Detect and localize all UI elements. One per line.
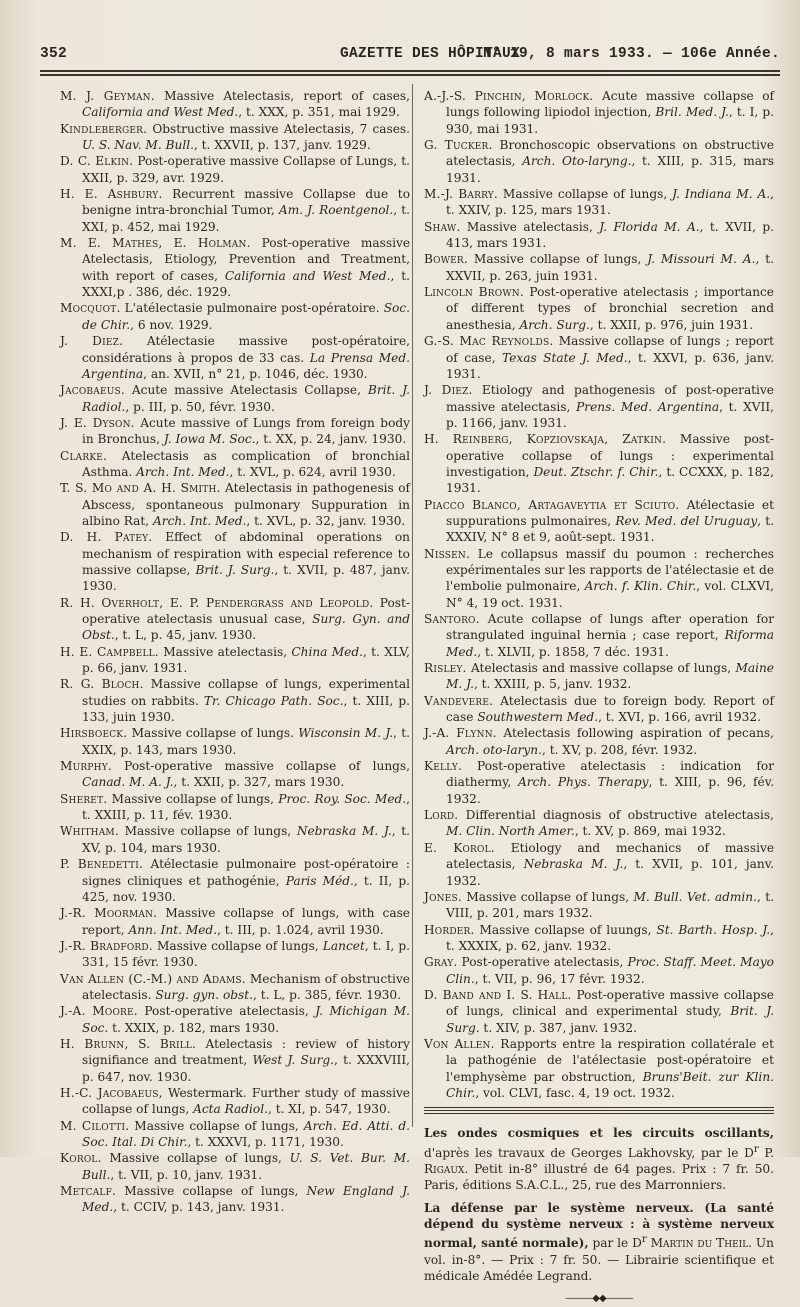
- reference-author: P. Benedetti.: [60, 857, 144, 872]
- reference-entry: [424, 219, 774, 252]
- reference-author: R. H. Overholt, E. P. Pendergrass and Leopold.: [60, 595, 374, 610]
- reference-title: Massive collapse of lungs, experimental studies on rabbits.: [82, 677, 410, 708]
- reference-title: Atelectasis and massive collapse of lungs,: [466, 661, 736, 676]
- reference-entry: [60, 1183, 410, 1216]
- reference-author: H.-C. Jacobaeus,: [60, 1085, 163, 1100]
- left-column: [60, 88, 410, 1216]
- reference-author: Korol.: [60, 1151, 102, 1166]
- reference-title: Atelectasis following aspiration of pecans,: [496, 726, 774, 741]
- reference-journal: Arch. Int. Med.: [153, 513, 247, 528]
- header-rule-bottom: [40, 74, 780, 76]
- reference-title: Atelectasis due to foreign body. Report of case: [446, 693, 774, 725]
- reference-title: Acute collapse of lungs after operation for strangulated inguinal hernia ; case report,: [446, 612, 774, 643]
- reference-journal: California and West Med.: [224, 268, 391, 283]
- reference-details: t. XXIX, p. 182, mars 1930.: [108, 1020, 279, 1035]
- book-title: La défense par le système nerveux. (La santé dépend du système nerveux : à système nerveux normal, santé normale),: [424, 1200, 774, 1251]
- reference-details: , p. III, p. 50, févr. 1930.: [125, 399, 275, 414]
- reference-author: Shaw.: [424, 219, 461, 234]
- reference-title: Massive collapse of lungs.: [127, 726, 299, 741]
- reference-author: M.-J. Barry.: [424, 187, 498, 202]
- reference-details: , t. XXXIV, N° 8 et 9, août-sept. 1931.: [446, 513, 774, 545]
- reference-entry: [60, 448, 410, 481]
- reference-journal: M. Bull. Vet. admin.: [633, 889, 757, 904]
- reference-entry: [60, 791, 410, 824]
- reference-journal: Canad. M. A. J.: [82, 775, 174, 790]
- reference-title: Post-operative massive collapse of lungs, clinical and experimental study,: [446, 987, 774, 1019]
- reference-journal: Brit. J. Surg.: [195, 562, 275, 577]
- reference-author: Vandevere.: [424, 693, 494, 708]
- reference-details: , t. I, p. 331, 15 févr. 1930.: [82, 938, 410, 970]
- reference-details: t. XIV, p. 387, janv. 1932.: [479, 1020, 637, 1035]
- reference-entry: [424, 889, 774, 922]
- reference-details: , t. XV, p. 208, févr. 1932.: [541, 742, 698, 757]
- reference-details: , t. XLVII, p. 1858, 7 déc. 1931.: [477, 644, 669, 659]
- reference-title: Acute massive Atelectasis Collapse,: [124, 383, 368, 398]
- reference-journal: Lancet: [322, 938, 365, 953]
- reference-details: , t. VIII, p. 201, mars 1932.: [446, 889, 774, 921]
- reference-details: , t. XXIII, p. 5, janv. 1932.: [473, 677, 632, 692]
- reference-journal: M. Clin. North Amer.: [446, 824, 575, 839]
- reference-author: Nissen.: [424, 546, 471, 561]
- reference-author: Horder.: [424, 922, 475, 937]
- reference-author: Santoro.: [424, 612, 480, 626]
- reference-title: Post-operative atelectasis,: [137, 1004, 316, 1019]
- reference-author: H. E. Ashbury.: [60, 187, 163, 202]
- reference-title: Post-operative massive collapse of lungs,: [111, 759, 410, 774]
- book-author: Martin du Theil.: [646, 1236, 753, 1251]
- reference-journal: California and West Med.: [82, 105, 239, 120]
- reference-details: , t. CCXXX, p. 182, 1931.: [446, 464, 774, 496]
- reference-entry: [424, 284, 774, 333]
- reference-author: R. G. Bloch.: [60, 677, 144, 692]
- reference-entry: [60, 121, 410, 154]
- reference-details: , t. XXVI, p. 636, janv. 1931.: [446, 350, 774, 381]
- reference-title: Massive collapse of luungs,: [474, 922, 657, 937]
- reference-entry: [60, 938, 410, 971]
- reference-author: Lord.: [424, 808, 459, 823]
- reference-author: Sheret.: [60, 791, 108, 806]
- reference-title: Atelectasis as complication of bronchial Asthma.: [82, 448, 410, 479]
- reference-entry: [424, 807, 774, 840]
- reference-title: Massive collapse of lungs,: [498, 187, 673, 202]
- reference-title: Massive collapse of lungs,: [107, 791, 279, 806]
- reference-journal: Am. J. Roentgenol.: [278, 203, 394, 218]
- reference-title: Post-operative massive Atelectasis, Etiology, Prevention and Treatment, with report of cases,: [82, 236, 410, 283]
- reference-entry: [424, 333, 774, 382]
- book-title-suffix: r: [641, 1234, 647, 1246]
- reference-title: Acute massive collapse of lungs following lipiodol injection,: [446, 89, 774, 120]
- reference-details: , t. XVI, p. 166, avril 1932.: [598, 710, 761, 725]
- reference-journal: Surg. Gyn. and Obst.: [82, 612, 410, 643]
- reference-entry: [424, 725, 774, 758]
- reference-entry: [60, 186, 410, 235]
- reference-details: , t. XVII, p. 487, janv. 1930.: [82, 562, 411, 594]
- reference-journal: Bruns'Beit. zur Klin. Chir.: [446, 1069, 774, 1100]
- reference-details: , t. VII, p. 10, janv. 1931.: [110, 1167, 263, 1182]
- reference-author: Jacobaeus.: [60, 383, 125, 398]
- section-double-rule: [424, 1110, 774, 1114]
- reference-details: , t. XXVII, p. 137, janv. 1929.: [193, 138, 371, 153]
- reference-details: , t. XXX, p. 351, mai 1929.: [238, 105, 400, 120]
- reference-entry: [60, 382, 410, 415]
- reference-details: , t. XXI, p. 452, mai 1929.: [82, 203, 410, 234]
- book-title-suffix: r: [753, 1143, 759, 1155]
- reference-details: , t. XXVII, p. 263, juin 1931.: [446, 252, 774, 283]
- reference-entry: [60, 725, 410, 758]
- reference-entry: [60, 1003, 410, 1036]
- reference-title: Atélectasie et suppurations pulmonaires,: [446, 497, 774, 528]
- reference-author: M. Cilotti.: [60, 1118, 130, 1133]
- reference-entry: [60, 480, 410, 529]
- reference-title: Massive collapse of lungs,: [467, 252, 648, 267]
- reference-details: , t. XXIX, p. 143, mars 1930.: [82, 726, 410, 757]
- reference-author: H. Brunn, S. Brill.: [60, 1036, 197, 1051]
- reference-title: Atélectasie massive post-opératoire, considérations à propos de 33 cas.: [82, 334, 410, 365]
- reference-entry: [424, 611, 774, 660]
- reference-journal: Arch. f. Klin. Chir.: [584, 579, 697, 594]
- reference-entry: [424, 840, 774, 889]
- reference-title: Massive collapse of lungs,: [116, 1184, 307, 1199]
- reference-journal: Arch. Oto-laryng.: [522, 154, 632, 169]
- reference-entry: [60, 823, 410, 856]
- page-number: 352: [40, 46, 68, 62]
- reference-details: , 6 nov. 1929.: [130, 317, 213, 332]
- reference-author: D. H. Patey.: [60, 530, 153, 545]
- reference-journal: Nebraska M. J.: [296, 824, 392, 839]
- reference-details: , t. XVL, p. 32, janv. 1930.: [246, 513, 406, 528]
- reference-journal: Paris Méd.: [285, 873, 354, 888]
- reference-title: Effect of abdominal operations on mechanism of respiration with especial reference to massive collapse,: [82, 530, 410, 577]
- reference-journal: Brit. J. Radiol.: [82, 383, 410, 414]
- reference-entry: [60, 1118, 410, 1151]
- reference-entry: [424, 546, 774, 611]
- reference-entry: [424, 497, 774, 546]
- reference-entry: [424, 186, 774, 219]
- reference-details: , t. CCIV, p. 143, janv. 1931.: [113, 1200, 285, 1215]
- reference-journal: Surg. gyn. obst.: [155, 987, 254, 1002]
- reference-author: T. S. Mo and A. H. Smith.: [60, 481, 221, 496]
- reference-title: Massive atelectasis,: [158, 644, 292, 659]
- reference-entry: [60, 1036, 410, 1085]
- reference-details: , t. XLV, p. 66, janv. 1931.: [82, 644, 410, 676]
- reference-entry: [60, 300, 410, 333]
- book-notice: [424, 1125, 774, 1193]
- reference-title: Post-operative atelectasis : indication for diathermy,: [446, 759, 774, 790]
- reference-journal: Prens. Med. Argentina: [576, 399, 720, 414]
- reference-author: Gray.: [424, 955, 458, 970]
- reference-journal: Texas State J. Med.: [502, 350, 628, 365]
- reference-title: Massive collapse of lungs,: [461, 889, 634, 904]
- reference-journal: Brit. J. Surg.: [446, 1004, 774, 1035]
- reference-journal: Arch. Surg.: [519, 317, 590, 332]
- reference-journal: Proc. Roy. Soc. Med.: [278, 791, 407, 806]
- reference-author: Metcalf.: [60, 1184, 117, 1199]
- reference-title: Acute massive of Lungs from foreign body in Bronchus,: [82, 415, 411, 447]
- reference-details: , vol. CLVI, fasc. 4, 19 oct. 1932.: [475, 1085, 675, 1100]
- reference-author: Risley.: [424, 661, 467, 676]
- reference-entry: [60, 415, 410, 448]
- reference-author: G. Tucker.: [424, 138, 493, 153]
- reference-details: , t. XVII, p. 1166, janv. 1931.: [446, 399, 774, 430]
- reference-details: , t. I, p. 930, mai 1931.: [446, 105, 774, 136]
- section-rule: [424, 1107, 774, 1108]
- reference-journal: Tr. Chicago Path. Soc.: [203, 693, 344, 708]
- reference-journal: St. Barth. Hosp. J.: [656, 922, 771, 937]
- reference-entry: [60, 153, 410, 186]
- reference-author: Hirsboeck.: [60, 726, 128, 741]
- reference-entry: [60, 88, 410, 121]
- reference-author: H. E. Campbell.: [60, 644, 159, 659]
- reference-title: Massive collapse of lungs,: [118, 824, 297, 839]
- reference-details: , t. XV, p. 869, mai 1932.: [574, 824, 726, 839]
- reference-entry: [60, 1150, 410, 1183]
- book-by: d'après les travaux de Georges Lakhovsky, par le D: [424, 1145, 754, 1160]
- reference-author: Kindleberger.: [60, 121, 148, 136]
- reference-entry: [424, 693, 774, 726]
- reference-journal: Proc. Staff. Meet. Mayo Clin.: [446, 955, 774, 986]
- reference-journal: Rev. Med. del Uruguay: [615, 513, 758, 528]
- reference-title: Rapports entre la respiration collatérale et la pathogénie de l'atélectasie post-opératoire et l'emphysème par obstruction,: [446, 1036, 774, 1084]
- reference-journal: West J. Surg.: [252, 1053, 335, 1068]
- reference-journal: J. Michigan M. Soc.: [82, 1004, 411, 1035]
- reference-author: J.-R. Moorman.: [60, 906, 158, 921]
- reference-author: A.-J.-S. Pinchin, Morlock.: [424, 89, 594, 103]
- reference-entry: [424, 382, 774, 431]
- reference-title: Mechanism of obstructive atelectasis.: [82, 971, 410, 1002]
- reference-title: Atélectasie pulmonaire post-opératoire : signes cliniques et pathogénie,: [82, 857, 410, 888]
- reference-entry: [60, 971, 410, 1004]
- reference-journal: Riforma Med.: [446, 628, 774, 659]
- reference-journal: U. S. Nav. M. Bull.: [82, 138, 194, 153]
- reference-journal: Arch. oto-laryn.: [446, 742, 542, 757]
- reference-details: , t. II, p. 425, nov. 1930.: [82, 873, 410, 904]
- reference-title: Post-operative atelectasis ; importance of different types of bronchial secretion and anesthesia,: [446, 285, 774, 332]
- reference-title: Post-operative massive Collapse of Lungs, t. XXII, p. 329, avr. 1929.: [82, 154, 410, 185]
- reference-journal: Deut. Ztschr. f. Chir.: [533, 464, 659, 479]
- reference-details: , t. XXXIX, p. 62, janv. 1932.: [446, 922, 775, 953]
- reference-details: , t. XXII, p. 327, mars 1930.: [173, 775, 345, 790]
- reference-details: , t. XXIV, p. 125, mars 1931.: [446, 187, 774, 218]
- reference-author: J.-A. Flynn.: [424, 726, 497, 741]
- reference-entry: [424, 88, 774, 137]
- reference-author: J. Diez.: [424, 383, 473, 398]
- reference-title: Post-operative atelectasis,: [457, 955, 628, 970]
- reference-title: Massive collapse of lungs,: [129, 1118, 304, 1133]
- book-title: Les ondes cosmiques et les circuits oscillants,: [424, 1126, 774, 1141]
- reference-entry: [60, 1085, 410, 1118]
- reference-author: Lincoln Brown.: [424, 285, 524, 300]
- reference-journal: Soc. de Chir.: [82, 301, 410, 332]
- reference-title: Etiology and pathogenesis of post-operative massive atelectasis,: [446, 383, 774, 414]
- header-rule-top: [40, 70, 780, 72]
- reference-details: , t. XXXVI, p. 1171, 1930.: [187, 1135, 344, 1149]
- book-author: P. Rigaux.: [424, 1145, 774, 1177]
- reference-author: Jones.: [424, 889, 462, 904]
- reference-details: , t. XIII, p. 96, fév. 1932.: [446, 775, 774, 806]
- reference-journal: J. Missouri M. A.: [647, 252, 756, 267]
- reference-author: J. E. Dyson.: [60, 415, 135, 430]
- reference-title: Westermark. Further study of massive collapse of lungs,: [82, 1085, 410, 1117]
- reference-title: Bronchoscopic observations on obstructive atelectasis,: [446, 138, 775, 169]
- reference-details: , vol. CLXVI, N° 4, 19 oct. 1931.: [446, 579, 774, 610]
- reference-entry: [424, 922, 774, 955]
- reference-entry: [60, 644, 410, 677]
- end-ornament: ———◆◆———: [565, 1292, 633, 1304]
- reference-title: Massive atelectasis,: [460, 219, 600, 234]
- reference-entry: [424, 1036, 774, 1101]
- reference-author: Van Allen (C.-M.) and Adams.: [60, 971, 246, 986]
- reference-entry: [60, 758, 410, 791]
- reference-entry: [424, 758, 774, 807]
- reference-title: Atelectasis : review of history signifiance and treatment,: [82, 1036, 410, 1068]
- reference-journal: Arch. Phys. Therapy: [518, 775, 649, 790]
- reference-entry: [424, 954, 774, 987]
- reference-title: L'atélectasie pulmonaire post-opératoire.: [120, 301, 384, 316]
- book-details: Petit in-8° illustré de 64 pages. Prix : 7 fr. 50. Paris, éditions S.A.C.L., 25, rue des Marronniers.: [424, 1162, 774, 1193]
- reference-details: , t. III, p. 1.024, avril 1930.: [217, 922, 384, 937]
- reference-author: D. Band and I. S. Hall.: [424, 987, 572, 1002]
- reference-journal: Arch. Ed. Atti. d. Soc. Ital. Di Chir.: [82, 1118, 411, 1149]
- reference-author: Murphy.: [60, 759, 112, 774]
- reference-details: , t. XXXI,p . 386, déc. 1929.: [82, 268, 410, 300]
- reference-title: Post-operative atelectasis unusual case,: [82, 595, 411, 626]
- reference-journal: Ann. Int. Med.: [128, 922, 218, 937]
- reference-author: H. Reinberg, Kopziovskaja, Zatkin.: [424, 432, 667, 447]
- reference-entry: [60, 595, 410, 644]
- reference-entry: [60, 235, 410, 300]
- reference-entry: [424, 137, 774, 186]
- reference-details: , t. L, p. 45, janv. 1930.: [114, 628, 257, 643]
- reference-journal: La Prensa Med. Argentina: [82, 350, 410, 381]
- reference-title: Massive collapse of lungs,: [101, 1151, 290, 1166]
- reference-author: Von Allen.: [424, 1036, 495, 1051]
- reference-author: M. J. Geyman.: [60, 89, 155, 103]
- reference-journal: U. S. Vet. Bur. M. Bull.: [82, 1151, 410, 1182]
- reference-author: D. C. Elkin.: [60, 154, 134, 169]
- reference-details: , t. XVL, p. 624, avril 1930.: [229, 464, 396, 479]
- reference-entry: [424, 431, 774, 496]
- reference-details: , t. XV, p. 104, mars 1930.: [82, 824, 410, 855]
- reference-details: , t. XIII, p. 315, mars 1931.: [446, 154, 774, 185]
- reference-author: G.-S. Mac Reynolds.: [424, 334, 554, 349]
- reference-author: Piacco Blanco, Artagaveytia et Sciuto.: [424, 497, 680, 512]
- issue-info: N° 19, 8 mars 1933. — 106e Année.: [482, 46, 780, 62]
- reference-author: J.-R. Bradford.: [60, 938, 153, 953]
- reference-details: , t. L, p. 385, févr. 1930.: [253, 987, 401, 1002]
- reference-title: Massive collapse of lungs,: [152, 938, 323, 953]
- reference-journal: Southwestern Med.: [477, 710, 599, 725]
- reference-title: Obstructive massive Atelectasis, 7 cases.: [147, 121, 410, 136]
- reference-author: J. Diez.: [60, 334, 124, 349]
- reference-journal: Nebraska M. J.: [523, 857, 624, 872]
- reference-title: Massive collapse of lungs ; report of case,: [446, 334, 774, 365]
- reference-entry: [60, 676, 410, 725]
- reference-author: Bower.: [424, 252, 468, 267]
- reference-title: Le collapsus massif du poumon : recherches expérimentales sur les rapports de l'atélectasie et de l'embolie pulmonaire,: [446, 546, 774, 594]
- reference-title: Etiology and mechanics of massive atelectasis,: [446, 840, 775, 872]
- reference-author: J.-A. Moore.: [60, 1004, 138, 1019]
- right-column: [424, 88, 774, 1307]
- reference-journal: Maine M. J.: [446, 661, 774, 692]
- reference-title: Massive Atelectasis, report of cases,: [154, 89, 410, 103]
- book-details: Un vol. in-8°. — Prix : 7 fr. 50. — Librairie scientifique et médicale Amédée Legrand.: [424, 1236, 774, 1284]
- reference-details: , t. XXXVIII, p. 647, nov. 1930.: [82, 1053, 411, 1084]
- page-header: [40, 40, 780, 66]
- reference-journal: J. Iowa M. Soc.: [163, 432, 256, 447]
- reference-journal: J. Florida M. A.: [599, 219, 700, 234]
- column-divider: [412, 84, 413, 1127]
- reference-author: Kelly.: [424, 759, 463, 774]
- reference-journal: J. Indiana M. A.: [672, 187, 771, 202]
- reference-title: Atelectasis in pathogenesis of Abscess, spontaneous pulmonary Suppuration in albino Rat,: [82, 481, 410, 528]
- reference-journal: Arch. Int. Med.: [136, 464, 230, 479]
- reference-journal: Bril. Med. J.: [655, 105, 729, 120]
- reference-entry: [424, 660, 774, 693]
- reference-details: , t. XI, p. 547, 1930.: [267, 1102, 391, 1117]
- publication-title: GAZETTE DES HÔPITAUX: [340, 46, 521, 62]
- reference-journal: China Med.: [291, 644, 363, 659]
- reference-author: Clarke.: [60, 448, 108, 463]
- reference-details: , t. XXII, p. 976, juin 1931.: [589, 317, 754, 332]
- reference-title: Differential diagnosis of obstructive atelectasis,: [458, 808, 774, 823]
- reference-journal: Acta Radiol.: [193, 1102, 268, 1117]
- reference-journal: New England J. Med.: [82, 1184, 410, 1215]
- reference-title: Recurrent massive Collapse due to benigne intra-bronchial Tumor,: [82, 187, 410, 218]
- reference-entry: [424, 251, 774, 284]
- reference-entry: [60, 333, 410, 382]
- book-by: par le D: [588, 1236, 642, 1251]
- reference-author: M. E. Mathes, E. Holman.: [60, 236, 251, 251]
- reference-author: Whitham.: [60, 824, 119, 839]
- reference-entry: [424, 987, 774, 1036]
- reference-details: , t. VII, p. 96, 17 févr. 1932.: [474, 971, 645, 986]
- reference-details: , t. XVII, p. 101, janv. 1932.: [446, 857, 774, 888]
- reference-author: Mocquot.: [60, 301, 121, 316]
- reference-title: Massive post-operative collapse of lungs : experimental investigation,: [446, 432, 774, 479]
- reference-details: , t. XXIII, p. 11, fév. 1930.: [82, 791, 410, 823]
- reference-entry: [60, 529, 410, 594]
- reference-entry: [60, 856, 410, 905]
- reference-title: Massive collapse of lungs, with case report,: [82, 906, 410, 937]
- reference-details: , t. XIII, p. 133, juin 1930.: [82, 693, 410, 725]
- reference-entry: [60, 905, 410, 938]
- reference-details: , t. XVII, p. 413, mars 1931.: [446, 219, 775, 251]
- reference-author: E. Korol.: [424, 840, 495, 855]
- reference-journal: Wisconsin M. J.: [298, 726, 394, 741]
- reference-details: , an. XVII, n° 21, p. 1046, déc. 1930.: [143, 366, 368, 381]
- reference-details: , t. XX, p. 24, janv. 1930.: [255, 432, 407, 447]
- book-notice: [424, 1200, 774, 1285]
